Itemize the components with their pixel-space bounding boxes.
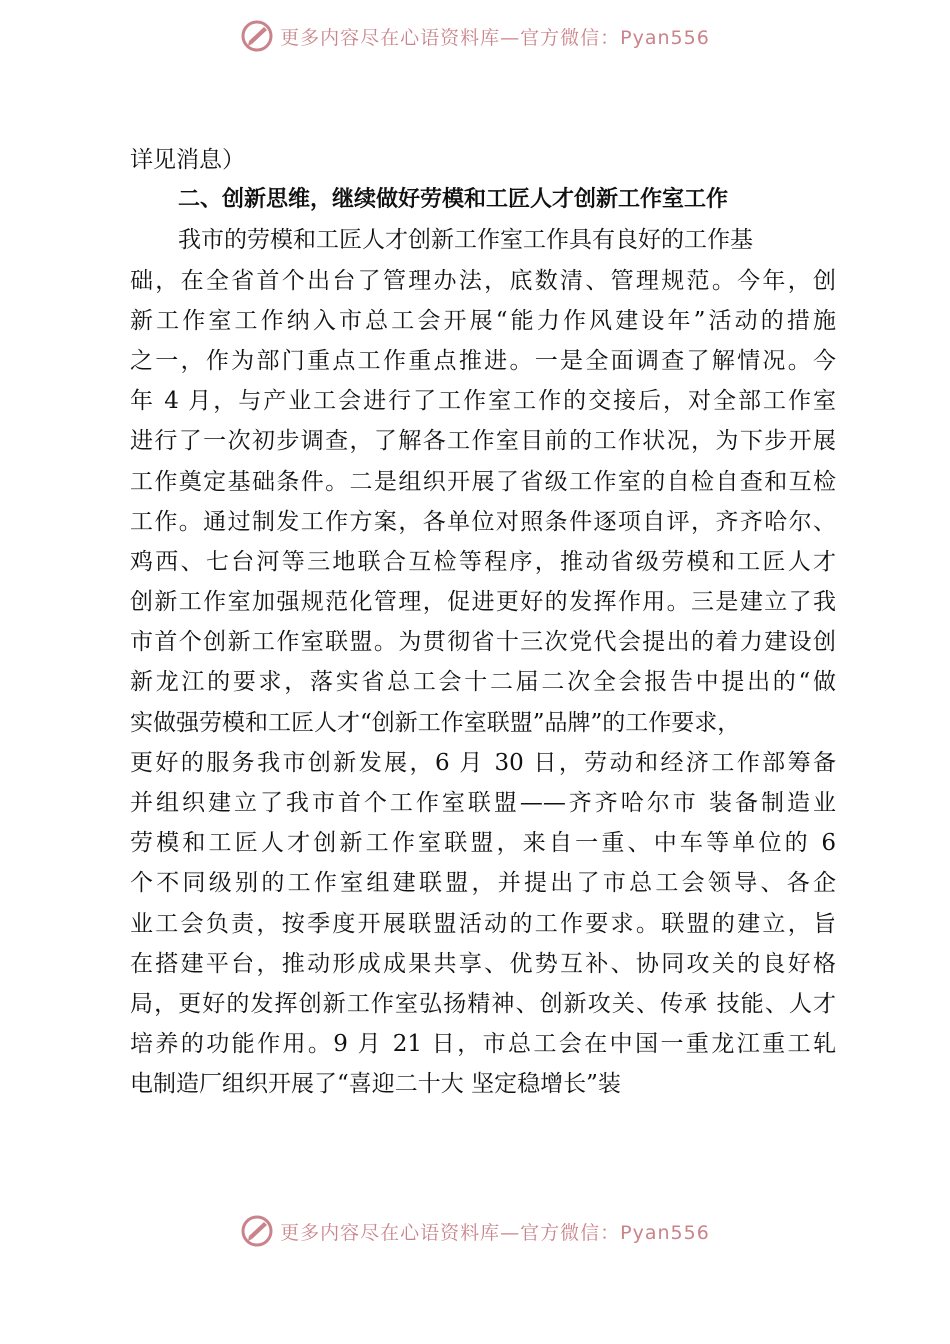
text-line: 我市的劳模和工匠人才创新工作室工作具有良好的工作基	[178, 227, 753, 254]
watermark-wechat-text: 官方微信：Pyan556	[520, 26, 710, 49]
text-line: 市首个创新工作室联盟。为贯彻省十三次党代会提出的着力建设创	[130, 629, 836, 656]
watermark-main-text: 更多内容尽在心语资料库—	[280, 1221, 521, 1244]
text-line: 之一，作为部门重点工作重点推进。一是全面调查了解情况。今	[130, 347, 836, 374]
text-line: 在搭建平台，推动形成成果共享、优势互补、协同攻关的良好格	[130, 950, 836, 977]
text-line: 鸡西、七台河等三地联合互检等程序，推动省级劳模和工匠人才	[130, 548, 836, 575]
text-line: 电制造厂组织开展了“喜迎二十大 坚定稳增长”装	[130, 1071, 621, 1098]
text-line: 础，在全省首个出台了管理办法，底数清、管理规范。今年，创	[130, 267, 836, 294]
text-line: 局，更好的发挥创新工作室弘扬精神、创新攻关、传承 技能、人才	[130, 990, 836, 1017]
watermark-wechat-text: 官方微信：Pyan556	[520, 1221, 710, 1244]
watermark-main-text: 更多内容尽在心语资料库—	[280, 26, 521, 49]
text-line: 业工会负责，按季度开展联盟活动的工作要求。联盟的建立，旨	[130, 910, 836, 937]
text-line: 实做强劳模和工匠人才“创新工作室联盟”品牌”的工作要求，	[130, 709, 741, 736]
text-line: 新龙江的要求，落实省总工会十二届二次全会报告中提出的“做	[130, 669, 836, 696]
footer-watermark	[0, 1211, 950, 1251]
text-line: 新工作室工作纳入市总工会开展“能力作风建设年”活动的措施	[130, 307, 836, 334]
document-body	[130, 140, 836, 1105]
section-heading: 二、创新思维，继续做好劳模和工匠人才创新工作室工作	[178, 187, 729, 213]
text-line: 详见消息）	[130, 147, 245, 173]
header-watermark	[0, 16, 950, 56]
text-line: 进行了一次初步调查，了解各工作室目前的工作状况，为下步开展	[130, 428, 836, 455]
text-line: 更好的服务我市创新发展，6 月 30 日，劳动和经济工作部筹备	[130, 749, 836, 776]
text-line: 培养的功能作用。9 月 21 日，市总工会在中国一重龙江重工轧	[130, 1031, 836, 1058]
watermark-logo-icon	[240, 1214, 274, 1248]
text-line: 创新工作室加强规范化管理，促进更好的发挥作用。三是建立了我	[130, 589, 836, 616]
watermark-logo-icon	[240, 19, 274, 53]
text-line: 工作奠定基础条件。二是组织开展了省级工作室的自检自查和互检	[130, 468, 836, 495]
text-line: 工作。通过制发工作方案，各单位对照条件逐项自评，齐齐哈尔、	[130, 508, 836, 535]
text-line: 个不同级别的工作室组建联盟，并提出了市总工会领导、各企	[130, 870, 836, 897]
text-line: 年 4 月，与产业工会进行了工作室工作的交接后，对全部工作室	[130, 388, 836, 415]
text-line: 并组织建立了我市首个工作室联盟——齐齐哈尔市 装备制造业	[130, 790, 836, 816]
text-line: 劳模和工匠人才创新工作室联盟，来自一重、中车等单位的 6	[130, 830, 836, 857]
